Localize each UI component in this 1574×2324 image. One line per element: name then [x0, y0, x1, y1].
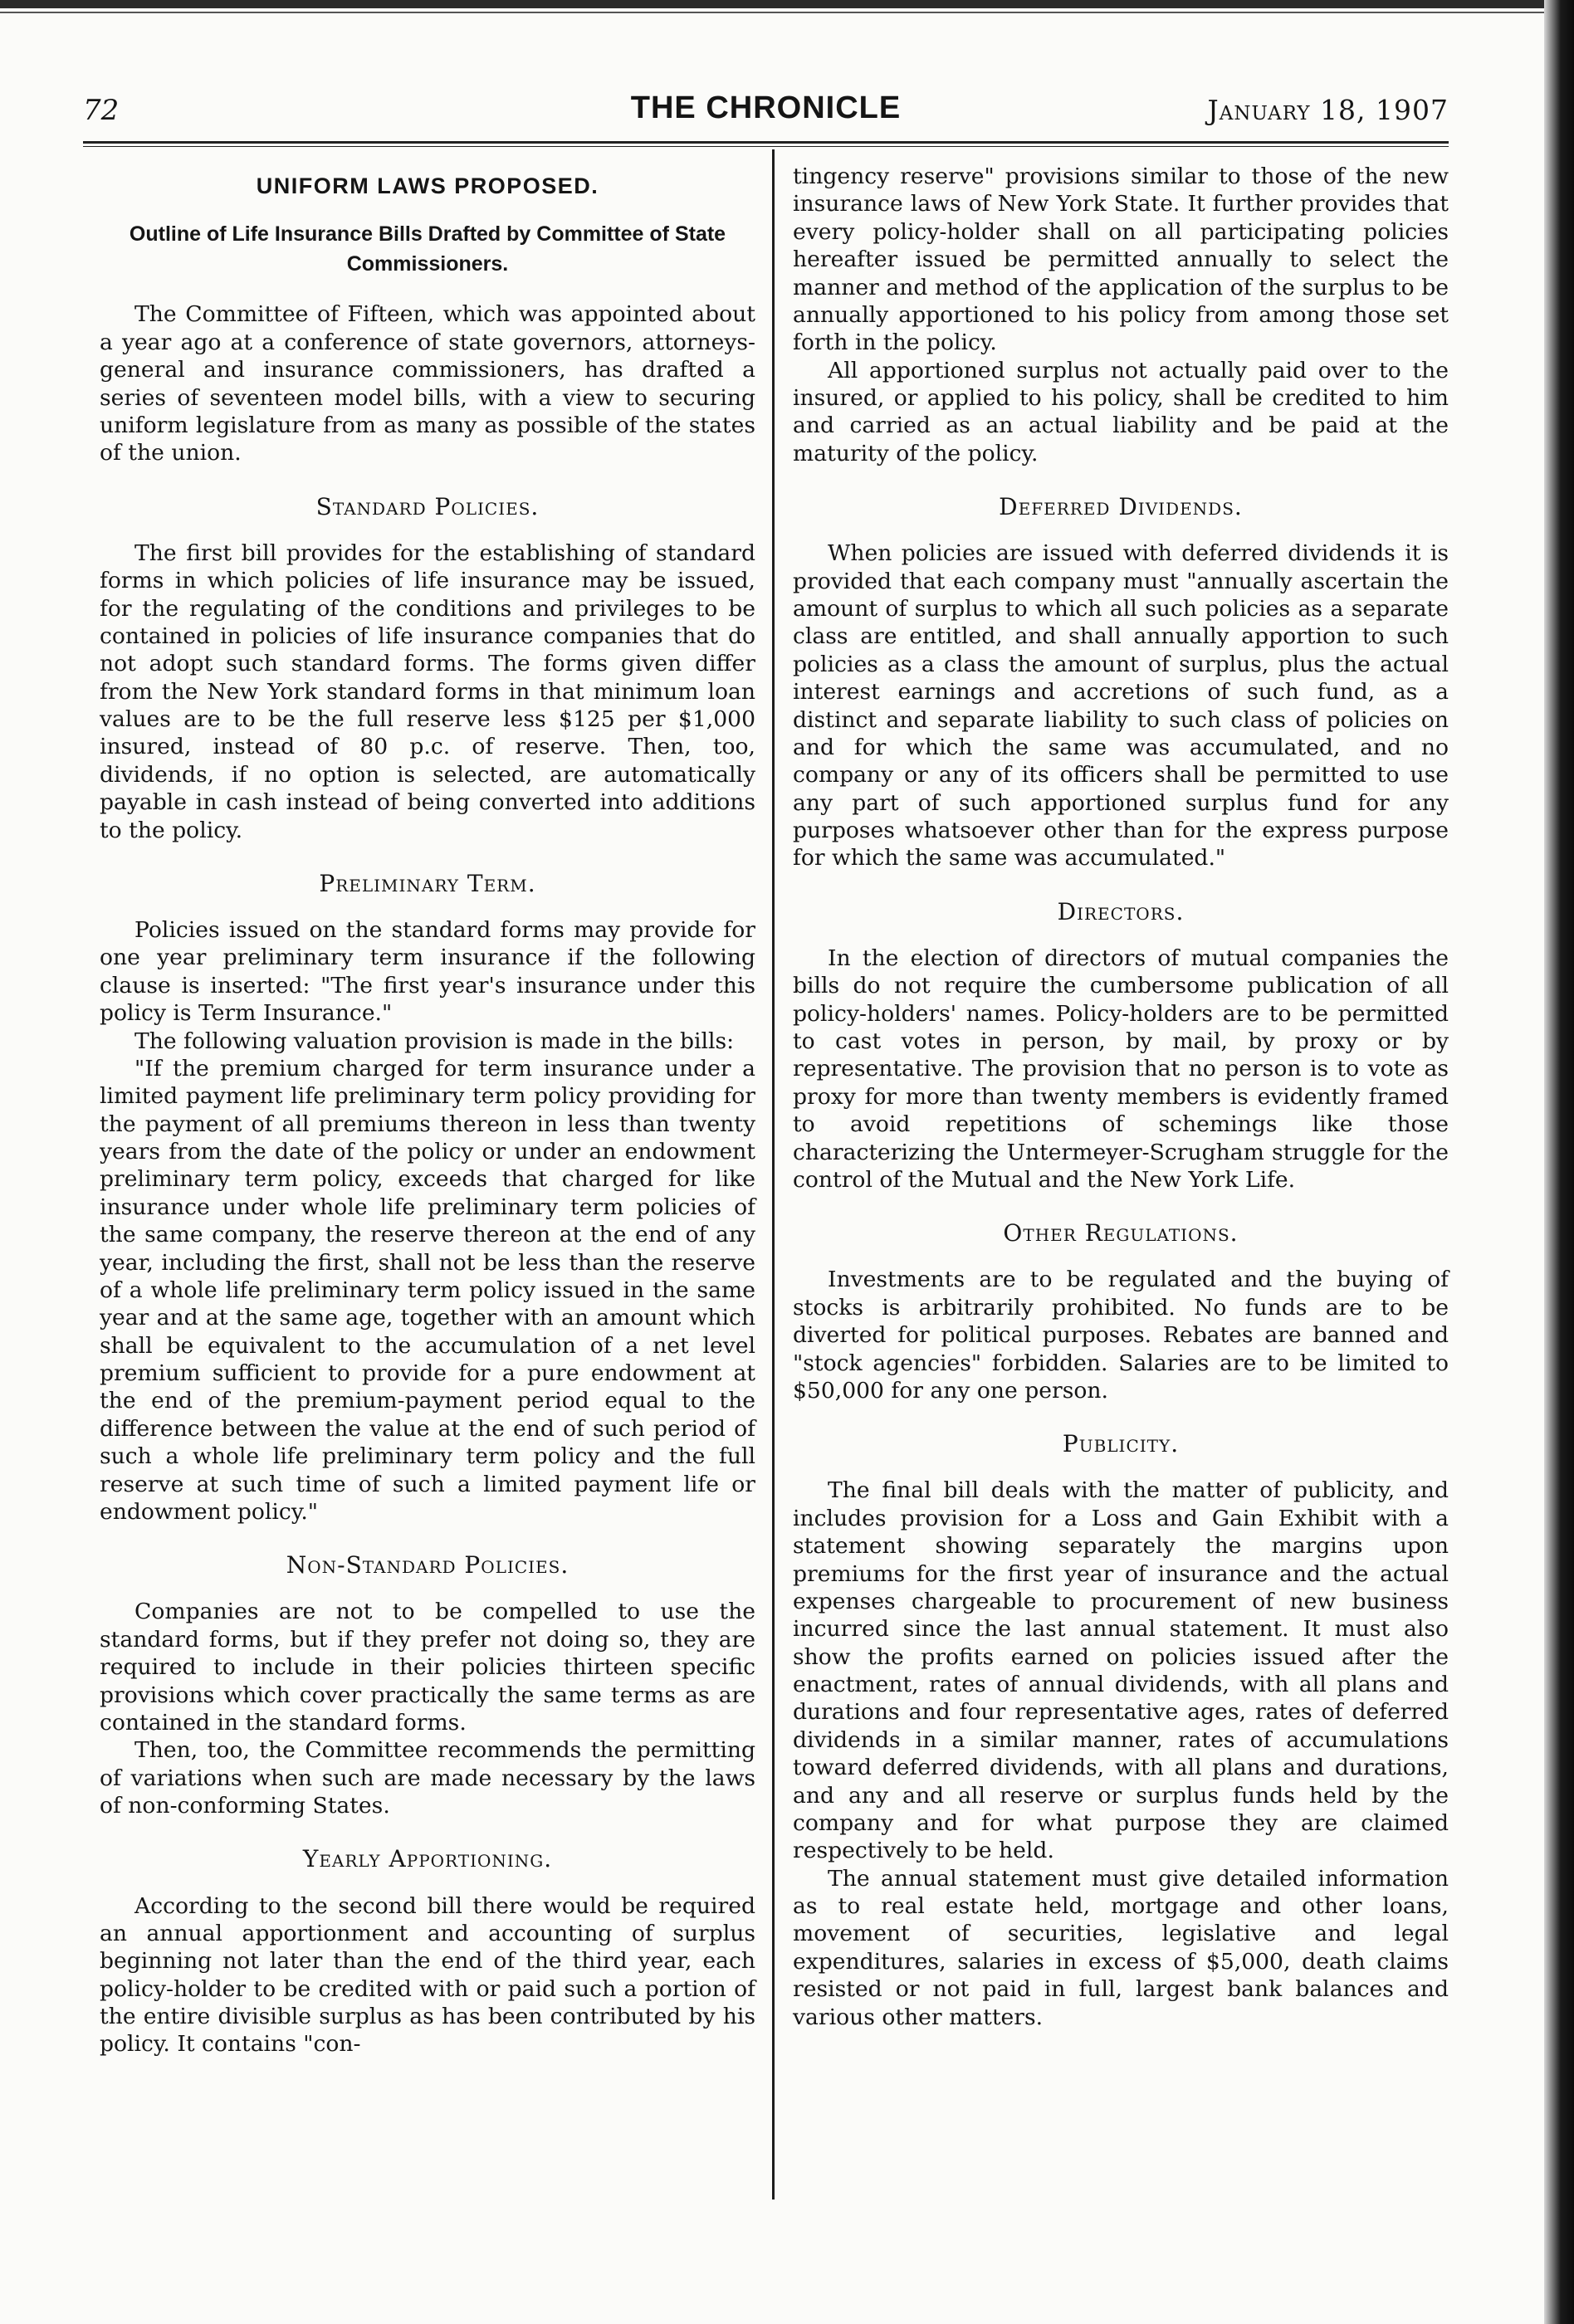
paragraph: Policies issued on the standard forms may provide for one year preliminary term insurance if the following clause is inserted: "The first year's insurance under this policy is Term Insurance." — [100, 917, 755, 1027]
scan-top-edge — [0, 0, 1574, 8]
section-heading-preliminary-term: Preliminary Term. — [319, 869, 536, 897]
section-heading-publicity: Publicity. — [1062, 1430, 1180, 1458]
scan-right-edge — [1544, 0, 1574, 2324]
right-column — [793, 163, 1449, 2031]
paragraph: The annual statement must give detailed information as to real estate held, mortgage and other loans, movement of securities, legislative and legal expenditures, salaries in excess of $5,000, death claims resisted or not paid in full, largest bank balances and various other matters. — [793, 1865, 1449, 2030]
paragraph: When policies are issued with deferred dividends it is provided that each company must "annually ascertain the amount of surplus to which all such policies as a separate class are entitled, and shall annually apportion to such policies as a class the amount of surplus, plus the actual interest earnings and accretions of such fund, as a distinct and separate liability to such class of policies on and for which the same was accumulated, and no company or any of its officers shall be permitted to use any part of such apportioned surplus fund for any purposes whatsoever other than for the express purpose for which the same was accumulated." — [793, 540, 1449, 872]
page-number: 72 — [83, 94, 120, 127]
quoted-provision: "If the premium charged for term insurance under a limited payment life preliminary term policy providing for the payment of all premiums thereon in less than twenty years from the date of the policy or under an endowment preliminary term policy, exceeds that charged for like insurance under whole life preliminary term policies of the same company, the reserve thereon at the end of any year, including the first, shall not be less than the reserve of a whole life preliminary term policy issued in the same year and at the same age, together with an amount which shall be equivalent to the accumulation of a net level premium sufficient to provide for a pure endowment at the end of the premium-payment period equal to the difference between the value at the end of such period of such a whole life preliminary term policy and the full reserve at such time of such a limited payment life or endowment policy." — [100, 1055, 755, 1525]
continued-paragraph: tingency reserve" provisions similar to those of the new insurance laws of New York State. It further provides that every policy-holder shall on all participating policies hereafter issued be permitted annually to select the manner and method of the application of the surplus to be annually apportioned to his policy from among those set forth in the policy. — [793, 164, 1449, 356]
section-heading-yearly-apportioning: Yearly Apportioning. — [302, 1845, 553, 1873]
page-header — [83, 87, 1449, 137]
intro-paragraph: The Committee of Fifteen, which was appointed about a year ago at a conference of state governors, attorneys-general and insurance commissioners, has drafted a series of seventeen model bills, with a view to securing uniform legislature from as many as possible of the states of the union. — [100, 301, 755, 466]
paragraph: The following valuation provision is made in the bills: — [134, 1028, 735, 1054]
journal-title: THE CHRONICLE — [630, 90, 902, 125]
section-heading-non-standard-policies: Non-Standard Policies. — [286, 1551, 569, 1579]
paragraph: Then, too, the Committee recommends the permitting of variations when such are made necessary by the laws of non-conforming States. — [100, 1737, 755, 1819]
article-title: UNIFORM LAWS PROPOSED. — [256, 173, 599, 198]
article-subtitle: Outline of Life Insurance Bills Drafted by Committee of State Commissioners. — [129, 222, 726, 276]
paragraph: All apportioned surplus not actually paid over to the insured, or applied to his policy, shall be credited to him and carried as an actual liability and be paid at the maturity of the policy. — [793, 357, 1449, 466]
header-rule — [83, 141, 1449, 144]
column-divider — [772, 149, 775, 2200]
header-rule-thin — [83, 146, 1449, 147]
paragraph: The final bill deals with the matter of publicity, and includes provision for a Loss and Gain Exhibit with a statement showing separately the margins upon premiums for the first year of insurance and the actual expenses chargeable to procurement of new business incurred since the last annual statement. It must also show the profits earned on policies issued after the enactment, rates of annual dividends, with all plans and durations and four representative ages, rates of deferred dividends in a similar manner, rates of accumulations toward deferred dividends, with all plans and durations, and any and all reserve or surplus funds held by the company and for what purpose they are claimed respectively to be held. — [793, 1477, 1449, 1864]
paragraph: Investments are to be regulated and the buying of stocks is arbitrarily prohibited. No funds are to be diverted for political purposes. Rebates are banned and "stock agencies" forbidden. Salaries are to be limited to $50,000 for any one person. — [793, 1267, 1449, 1404]
paragraph: The first bill provides for the establishing of standard forms in which policies of life insurance may be issued, for the regulating of the conditions and privileges to be contained in policies of life insurance companies that do not adopt such standard forms. The forms given differ from the New York standard forms in that minimum loan values are to be the full reserve less $125 per $1,000 insured, instead of 80 p.c. of reserve. Then, too, dividends, if no option is selected, are automatically payable in cash instead of being converted into additions to the policy. — [100, 540, 755, 843]
section-heading-directors: Directors. — [1057, 897, 1185, 925]
scan-top-line — [0, 12, 1574, 13]
section-heading-other-regulations: Other Regulations. — [1003, 1219, 1239, 1247]
issue-date: January 18, 1907 — [1207, 94, 1449, 126]
paragraph: Companies are not to be compelled to use the standard forms, but if they prefer not doing so, they are required to include in their policies thirteen specific provisions which cover practically the same terms as are contained in the standard forms. — [100, 1599, 755, 1736]
paragraph: According to the second bill there would be required an annual apportionment and accounting of surplus beginning not later than the end of the third year, each policy-holder to be credited with or paid such a portion of the entire divisible surplus as has been contributed by his policy. It contains "con- — [100, 1892, 755, 2058]
section-heading-deferred-dividends: Deferred Dividends. — [999, 493, 1243, 521]
section-heading-standard-policies: Standard Policies. — [315, 492, 540, 520]
paragraph: In the election of directors of mutual companies the bills do not require the cumbersome publication of all policy-holders' names. Policy-holders are to be permitted to cast votes in person, by mail, by proxy or by representative. The provision that no person is to vote as proxy for more than twenty members is evidently framed to avoid repetitions of schemings like those characterizing the Untermeyer-Scrugham struggle for the control of the Mutual and the New York Life. — [793, 945, 1449, 1193]
left-column — [100, 163, 755, 2058]
